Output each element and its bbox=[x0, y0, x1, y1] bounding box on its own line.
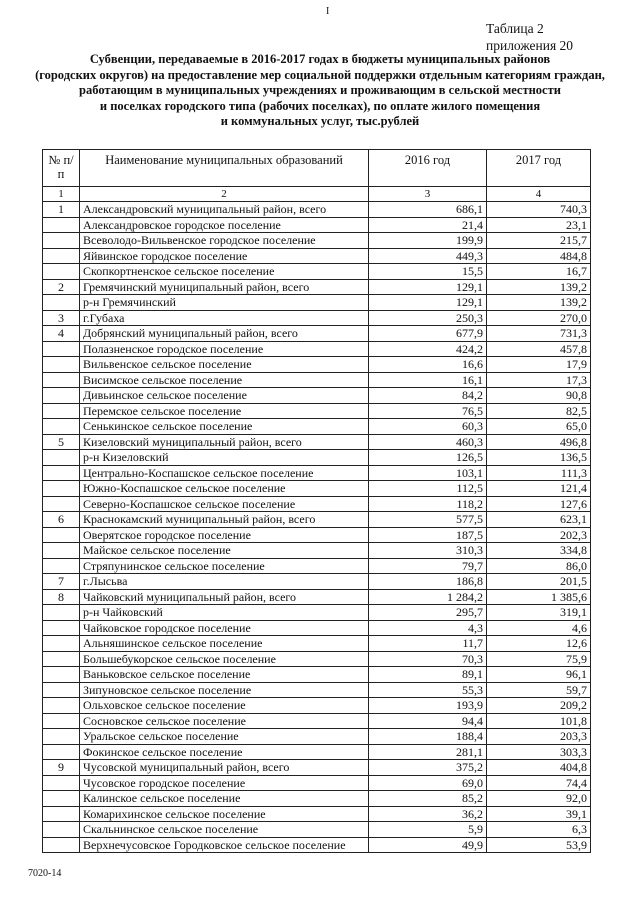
row-name: Чайковское городское поселение bbox=[80, 620, 369, 636]
row-value-2017: 334,8 bbox=[487, 543, 591, 559]
title-line: работающим в муниципальных учреждениях и проживающим в сельской местности bbox=[79, 83, 561, 97]
row-name: Добрянский муниципальный район, всего bbox=[80, 326, 369, 342]
row-number bbox=[43, 729, 80, 745]
row-value-2016: 677,9 bbox=[369, 326, 487, 342]
row-name: г.Лысьва bbox=[80, 574, 369, 590]
column-header-2017: 2017 год bbox=[487, 150, 591, 187]
row-number bbox=[43, 465, 80, 481]
table-reference-line-2: приложения 20 bbox=[486, 38, 574, 53]
row-number: 8 bbox=[43, 589, 80, 605]
row-value-2016: 16,6 bbox=[369, 357, 487, 373]
subsidy-table bbox=[42, 149, 591, 853]
table-row bbox=[43, 527, 591, 543]
row-value-2016: 129,1 bbox=[369, 295, 487, 311]
footer-code: 7020-14 bbox=[28, 868, 62, 879]
title-line: Субвенции, передаваемые в 2016-2017 годах в бюджеты муниципальных районов bbox=[89, 52, 551, 66]
row-value-2017: 127,6 bbox=[487, 496, 591, 512]
table-row bbox=[43, 713, 591, 729]
table-row bbox=[43, 419, 591, 435]
table-row bbox=[43, 264, 591, 280]
row-number: 1 bbox=[43, 202, 80, 218]
row-value-2016: 84,2 bbox=[369, 388, 487, 404]
row-value-2017: 303,3 bbox=[487, 744, 591, 760]
row-value-2016: 60,3 bbox=[369, 419, 487, 435]
row-number bbox=[43, 651, 80, 667]
row-value-2017: 319,1 bbox=[487, 605, 591, 621]
table-row bbox=[43, 636, 591, 652]
row-value-2016: 103,1 bbox=[369, 465, 487, 481]
row-number bbox=[43, 543, 80, 559]
row-value-2016: 250,3 bbox=[369, 310, 487, 326]
row-value-2017: 65,0 bbox=[487, 419, 591, 435]
table-row bbox=[43, 729, 591, 745]
row-name: р-н Гремячинский bbox=[80, 295, 369, 311]
row-value-2016: 187,5 bbox=[369, 527, 487, 543]
table-row bbox=[43, 326, 591, 342]
row-value-2017: 12,6 bbox=[487, 636, 591, 652]
row-number bbox=[43, 636, 80, 652]
column-header-2016: 2016 год bbox=[369, 150, 487, 187]
row-number: 2 bbox=[43, 279, 80, 295]
row-name: Центрально-Коспашское сельское поселение bbox=[80, 465, 369, 481]
row-number bbox=[43, 744, 80, 760]
row-value-2017: 86,0 bbox=[487, 558, 591, 574]
row-value-2016: 193,9 bbox=[369, 698, 487, 714]
row-number bbox=[43, 775, 80, 791]
row-value-2017: 23,1 bbox=[487, 217, 591, 233]
row-value-2017: 39,1 bbox=[487, 806, 591, 822]
table-row bbox=[43, 589, 591, 605]
row-value-2016: 21,4 bbox=[369, 217, 487, 233]
table-reference-line-1: Таблица 2 bbox=[486, 21, 544, 36]
row-value-2016: 310,3 bbox=[369, 543, 487, 559]
row-number: 6 bbox=[43, 512, 80, 528]
row-value-2016: 79,7 bbox=[369, 558, 487, 574]
table-row bbox=[43, 822, 591, 838]
row-name: Чусовское городское поселение bbox=[80, 775, 369, 791]
table-row bbox=[43, 217, 591, 233]
row-name: Комарихинское сельское поселение bbox=[80, 806, 369, 822]
row-value-2016: 112,5 bbox=[369, 481, 487, 497]
table-row bbox=[43, 558, 591, 574]
table-row bbox=[43, 574, 591, 590]
row-value-2016: 69,0 bbox=[369, 775, 487, 791]
row-value-2017: 209,2 bbox=[487, 698, 591, 714]
row-number bbox=[43, 372, 80, 388]
row-number bbox=[43, 667, 80, 683]
row-name: Ваньковское сельское поселение bbox=[80, 667, 369, 683]
row-number bbox=[43, 217, 80, 233]
row-value-2017: 16,7 bbox=[487, 264, 591, 280]
row-value-2017: 17,3 bbox=[487, 372, 591, 388]
row-number bbox=[43, 419, 80, 435]
row-number bbox=[43, 403, 80, 419]
table-row bbox=[43, 605, 591, 621]
row-name: Кизеловский муниципальный район, всего bbox=[80, 434, 369, 450]
table-row bbox=[43, 620, 591, 636]
table-row bbox=[43, 775, 591, 791]
row-number bbox=[43, 248, 80, 264]
row-value-2017: 139,2 bbox=[487, 295, 591, 311]
document-title bbox=[0, 52, 640, 130]
row-name: Северно-Коспашское сельское поселение bbox=[80, 496, 369, 512]
row-name: Дивьинское сельское поселение bbox=[80, 388, 369, 404]
table-row bbox=[43, 698, 591, 714]
table-header-row bbox=[43, 150, 591, 187]
row-value-2016: 186,8 bbox=[369, 574, 487, 590]
row-number bbox=[43, 806, 80, 822]
row-number bbox=[43, 295, 80, 311]
title-line: (городских округов) на предоставление мер социальной поддержки отдельным категориям граждан, bbox=[35, 67, 605, 82]
row-value-2016: 449,3 bbox=[369, 248, 487, 264]
table-row bbox=[43, 388, 591, 404]
row-value-2016: 76,5 bbox=[369, 403, 487, 419]
table-row bbox=[43, 372, 591, 388]
row-value-2016: 295,7 bbox=[369, 605, 487, 621]
row-value-2017: 121,4 bbox=[487, 481, 591, 497]
table-row bbox=[43, 806, 591, 822]
row-value-2016: 375,2 bbox=[369, 760, 487, 776]
row-number bbox=[43, 682, 80, 698]
row-number bbox=[43, 388, 80, 404]
row-name: Александровское городское поселение bbox=[80, 217, 369, 233]
row-value-2016: 16,1 bbox=[369, 372, 487, 388]
table-row bbox=[43, 543, 591, 559]
row-value-2016: 49,9 bbox=[369, 837, 487, 853]
row-value-2017: 740,3 bbox=[487, 202, 591, 218]
row-value-2016: 85,2 bbox=[369, 791, 487, 807]
row-value-2016: 70,3 bbox=[369, 651, 487, 667]
row-value-2017: 623,1 bbox=[487, 512, 591, 528]
table-row bbox=[43, 341, 591, 357]
row-value-2017: 215,7 bbox=[487, 233, 591, 249]
row-name: Верхнечусовское Городковское сельское поселение bbox=[80, 837, 369, 853]
row-value-2016: 4,3 bbox=[369, 620, 487, 636]
row-value-2017: 53,9 bbox=[487, 837, 591, 853]
row-name: Александровский муниципальный район, всего bbox=[80, 202, 369, 218]
row-name: р-н Чайковский bbox=[80, 605, 369, 621]
row-value-2016: 5,9 bbox=[369, 822, 487, 838]
row-value-2016: 129,1 bbox=[369, 279, 487, 295]
table-row bbox=[43, 434, 591, 450]
table-reference bbox=[486, 20, 573, 54]
row-name: Висимское сельское поселение bbox=[80, 372, 369, 388]
row-value-2017: 457,8 bbox=[487, 341, 591, 357]
row-number: 3 bbox=[43, 310, 80, 326]
title-line: и поселках городского типа (рабочих поселках), по оплате жилого помещения bbox=[99, 98, 541, 113]
title-line: и коммунальных услуг, тыс.рублей bbox=[220, 114, 420, 128]
row-value-2016: 686,1 bbox=[369, 202, 487, 218]
row-value-2017: 92,0 bbox=[487, 791, 591, 807]
row-name: Сосновское сельское поселение bbox=[80, 713, 369, 729]
row-name: Фокинское сельское поселение bbox=[80, 744, 369, 760]
row-value-2016: 36,2 bbox=[369, 806, 487, 822]
row-value-2017: 201,5 bbox=[487, 574, 591, 590]
column-header-name: Наименование муниципальных образований bbox=[80, 150, 369, 187]
row-name: р-н Кизеловский bbox=[80, 450, 369, 466]
table-row bbox=[43, 682, 591, 698]
row-name: Чусовской муниципальный район, всего bbox=[80, 760, 369, 776]
row-value-2016: 281,1 bbox=[369, 744, 487, 760]
row-name: Полазненское городское поселение bbox=[80, 341, 369, 357]
row-value-2016: 188,4 bbox=[369, 729, 487, 745]
row-value-2016: 424,2 bbox=[369, 341, 487, 357]
row-name: Вильвенское сельское поселение bbox=[80, 357, 369, 373]
row-value-2016: 11,7 bbox=[369, 636, 487, 652]
row-value-2017: 484,8 bbox=[487, 248, 591, 264]
row-value-2017: 4,6 bbox=[487, 620, 591, 636]
table-row bbox=[43, 481, 591, 497]
row-value-2016: 94,4 bbox=[369, 713, 487, 729]
row-value-2016: 15,5 bbox=[369, 264, 487, 280]
row-name: Скальнинское сельское поселение bbox=[80, 822, 369, 838]
table-row bbox=[43, 295, 591, 311]
table-row bbox=[43, 651, 591, 667]
row-value-2017: 96,1 bbox=[487, 667, 591, 683]
row-number bbox=[43, 357, 80, 373]
row-value-2016: 55,3 bbox=[369, 682, 487, 698]
row-name: Зипуновское сельское поселение bbox=[80, 682, 369, 698]
table-row bbox=[43, 512, 591, 528]
row-value-2017: 1 385,6 bbox=[487, 589, 591, 605]
row-name: г.Губаха bbox=[80, 310, 369, 326]
row-number bbox=[43, 233, 80, 249]
row-name: Южно-Коспашское сельское поселение bbox=[80, 481, 369, 497]
table-row bbox=[43, 837, 591, 853]
row-value-2016: 199,9 bbox=[369, 233, 487, 249]
row-number bbox=[43, 605, 80, 621]
top-mark: I bbox=[326, 6, 330, 17]
row-name: Гремячинский муниципальный район, всего bbox=[80, 279, 369, 295]
row-number bbox=[43, 791, 80, 807]
row-value-2017: 202,3 bbox=[487, 527, 591, 543]
row-value-2017: 203,3 bbox=[487, 729, 591, 745]
row-number: 5 bbox=[43, 434, 80, 450]
row-name: Оверятское городское поселение bbox=[80, 527, 369, 543]
column-number: 2 bbox=[80, 187, 369, 202]
row-name: Альняшинское сельское поселение bbox=[80, 636, 369, 652]
row-value-2017: 136,5 bbox=[487, 450, 591, 466]
column-numbers-row bbox=[43, 187, 591, 202]
row-value-2017: 270,0 bbox=[487, 310, 591, 326]
row-value-2017: 139,2 bbox=[487, 279, 591, 295]
row-value-2017: 404,8 bbox=[487, 760, 591, 776]
row-value-2017: 17,9 bbox=[487, 357, 591, 373]
row-name: Скопкортненское сельское поселение bbox=[80, 264, 369, 280]
row-name: Краснокамский муниципальный район, всего bbox=[80, 512, 369, 528]
row-name: Яйвинское городское поселение bbox=[80, 248, 369, 264]
table-row bbox=[43, 357, 591, 373]
row-name: Ольховское сельское поселение bbox=[80, 698, 369, 714]
row-number bbox=[43, 822, 80, 838]
row-number: 4 bbox=[43, 326, 80, 342]
row-number bbox=[43, 620, 80, 636]
row-name: Сенькинское сельское поселение bbox=[80, 419, 369, 435]
table-body bbox=[43, 202, 591, 853]
table-row bbox=[43, 791, 591, 807]
table-row bbox=[43, 465, 591, 481]
row-number bbox=[43, 341, 80, 357]
row-value-2017: 496,8 bbox=[487, 434, 591, 450]
row-value-2017: 6,3 bbox=[487, 822, 591, 838]
row-name: Всеволодо-Вильвенское городское поселение bbox=[80, 233, 369, 249]
row-value-2017: 90,8 bbox=[487, 388, 591, 404]
row-number bbox=[43, 558, 80, 574]
row-number bbox=[43, 713, 80, 729]
row-name: Чайковский муниципальный район, всего bbox=[80, 589, 369, 605]
row-value-2016: 89,1 bbox=[369, 667, 487, 683]
row-name: Большебукорское сельское поселение bbox=[80, 651, 369, 667]
row-value-2016: 126,5 bbox=[369, 450, 487, 466]
row-name: Майское сельское поселение bbox=[80, 543, 369, 559]
table-row bbox=[43, 310, 591, 326]
row-number: 7 bbox=[43, 574, 80, 590]
row-value-2017: 731,3 bbox=[487, 326, 591, 342]
row-value-2016: 577,5 bbox=[369, 512, 487, 528]
table-row bbox=[43, 667, 591, 683]
row-number bbox=[43, 496, 80, 512]
row-name: Перемское сельское поселение bbox=[80, 403, 369, 419]
row-number bbox=[43, 527, 80, 543]
table-row bbox=[43, 403, 591, 419]
row-value-2016: 1 284,2 bbox=[369, 589, 487, 605]
row-name: Калинское сельское поселение bbox=[80, 791, 369, 807]
row-name: Уральское сельское поселение bbox=[80, 729, 369, 745]
row-number bbox=[43, 698, 80, 714]
table-row bbox=[43, 233, 591, 249]
table-row bbox=[43, 202, 591, 218]
row-value-2017: 101,8 bbox=[487, 713, 591, 729]
row-value-2017: 74,4 bbox=[487, 775, 591, 791]
row-value-2016: 118,2 bbox=[369, 496, 487, 512]
column-number: 1 bbox=[43, 187, 80, 202]
table-row bbox=[43, 760, 591, 776]
row-number bbox=[43, 450, 80, 466]
row-number bbox=[43, 481, 80, 497]
column-header-num: № п/п bbox=[43, 150, 80, 187]
column-number: 4 bbox=[487, 187, 591, 202]
table-row bbox=[43, 248, 591, 264]
row-value-2017: 59,7 bbox=[487, 682, 591, 698]
table-row bbox=[43, 279, 591, 295]
table-row bbox=[43, 496, 591, 512]
row-number bbox=[43, 837, 80, 853]
column-number: 3 bbox=[369, 187, 487, 202]
table-row bbox=[43, 744, 591, 760]
row-value-2017: 82,5 bbox=[487, 403, 591, 419]
table-row bbox=[43, 450, 591, 466]
row-value-2017: 111,3 bbox=[487, 465, 591, 481]
row-value-2016: 460,3 bbox=[369, 434, 487, 450]
row-value-2017: 75,9 bbox=[487, 651, 591, 667]
row-name: Стряпунинское сельское поселение bbox=[80, 558, 369, 574]
row-number: 9 bbox=[43, 760, 80, 776]
row-number bbox=[43, 264, 80, 280]
